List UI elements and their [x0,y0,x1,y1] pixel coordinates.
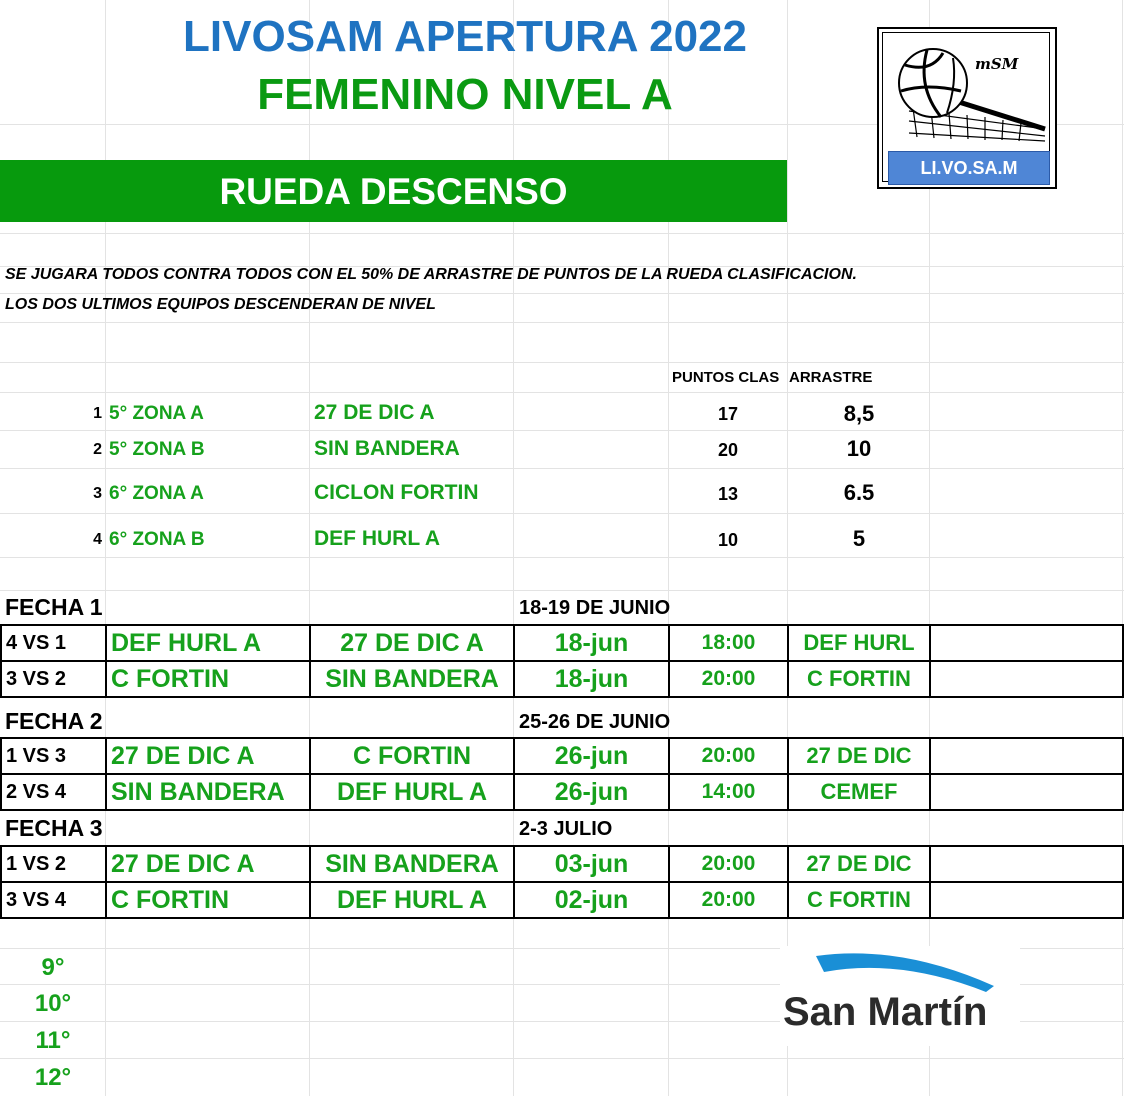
standings-carry: 5 [852,526,866,551]
page-title: LIVOSAM APERTURA 2022 [183,12,747,61]
table-row [1,774,1123,810]
match-time: 20:00 [669,846,788,882]
match-date: 03-jun [514,846,669,882]
gridline [0,513,1124,514]
gridline [0,392,1124,393]
section-banner-title: RUEDA DESCENSO [219,171,568,212]
standings-carry: 6.5 [843,480,875,505]
home-team: C FORTIN [106,661,310,697]
fecha-dates: 25-26 DE JUNIO [519,711,671,733]
standings-team: 27 DE DIC A [314,401,435,424]
standings-number: 3 [93,485,102,502]
home-team: 27 DE DIC A [106,738,310,774]
home-team: C FORTIN [106,882,310,918]
standings-zone: 6° ZONA A [109,483,204,504]
standings-zone: 5° ZONA A [109,403,204,424]
standings-points: 20 [717,440,739,460]
standings-carry: 8,5 [843,401,875,426]
match-time: 14:00 [669,774,788,810]
home-team: 27 DE DIC A [106,846,310,882]
fixture-table [0,737,1124,811]
sponsor-arc-icon [780,946,1020,996]
standings-points: 17 [717,404,739,424]
match-time: 20:00 [669,661,788,697]
fixture-table [0,624,1124,698]
match-pairing: 1 VS 3 [1,738,106,774]
gridline [0,1058,1124,1059]
gridline [0,590,1124,591]
fecha-dates: 18-19 DE JUNIO [519,597,671,619]
standings-points: 13 [717,484,739,504]
gridline [0,362,1124,363]
match-pairing: 1 VS 2 [1,846,106,882]
match-date: 02-jun [514,882,669,918]
match-time: 20:00 [669,882,788,918]
empty-cell [930,625,1123,661]
standings-number: 1 [93,405,102,422]
away-team: 27 DE DIC A [310,625,514,661]
gridline [1122,0,1123,1096]
logo-label: LI.VO.SA.M [888,151,1050,185]
fecha-dates: 2-3 JULIO [519,818,613,840]
empty-cell [930,774,1123,810]
rules-note: LOS DOS ULTIMOS EQUIPOS DESCENDERAN DE NIVEL [5,296,436,313]
home-team: SIN BANDERA [106,774,310,810]
gridline [0,293,1124,294]
livosam-logo [877,27,1057,189]
match-date: 26-jun [514,774,669,810]
standings-number: 4 [93,531,102,548]
match-venue: C FORTIN [788,661,930,697]
position-label: 9° [41,954,65,981]
volleyball-net-icon [883,33,1049,151]
match-venue: DEF HURL [788,625,930,661]
table-row [1,846,1123,882]
table-row [1,882,1123,918]
standings-team: DEF HURL A [314,527,440,550]
empty-cell [930,738,1123,774]
fecha-title: FECHA 2 [5,708,103,734]
match-venue: 27 DE DIC [788,846,930,882]
empty-cell [930,661,1123,697]
gridline [0,322,1124,323]
match-time: 18:00 [669,625,788,661]
match-pairing: 4 VS 1 [1,625,106,661]
position-label: 12° [34,1064,72,1091]
match-pairing: 3 VS 4 [1,882,106,918]
empty-cell [930,882,1123,918]
page-subtitle: FEMENINO NIVEL A [257,70,673,119]
standings-carry: 10 [846,436,872,461]
logo-mark: mSM [975,55,1019,73]
fixture-table [0,845,1124,919]
logo-frame [882,32,1050,182]
fecha-title: FECHA 1 [5,594,103,620]
match-date: 18-jun [514,661,669,697]
match-venue: CEMEF [788,774,930,810]
rules-note: SE JUGARA TODOS CONTRA TODOS CON EL 50% DE ARRASTRE DE PUNTOS DE LA RUEDA CLASIFICACION. [5,266,857,283]
gridline [0,430,1124,431]
table-row [1,625,1123,661]
standings-zone: 5° ZONA B [109,439,205,460]
carry-column-header: ARRASTRE [789,369,873,386]
position-label: 11° [35,1027,71,1054]
gridline [0,557,1124,558]
position-label: 10° [34,990,72,1017]
away-team: SIN BANDERA [310,846,514,882]
points-column-header: PUNTOS CLAS [672,369,780,386]
empty-cell [930,846,1123,882]
fecha-title: FECHA 3 [5,815,103,841]
standings-zone: 6° ZONA B [109,529,205,550]
gridline [0,233,1124,234]
match-pairing: 2 VS 4 [1,774,106,810]
table-row [1,738,1123,774]
match-venue: 27 DE DIC [788,738,930,774]
match-venue: C FORTIN [788,882,930,918]
standings-number: 2 [93,441,102,458]
gridline [0,468,1124,469]
sponsor-name: San Martín [783,990,988,1034]
match-time: 20:00 [669,738,788,774]
away-team: DEF HURL A [310,774,514,810]
away-team: DEF HURL A [310,882,514,918]
home-team: DEF HURL A [106,625,310,661]
standings-team: CICLON FORTIN [314,481,479,504]
table-row [1,661,1123,697]
match-pairing: 3 VS 2 [1,661,106,697]
standings-points: 10 [717,530,739,550]
standings-team: SIN BANDERA [314,437,460,460]
match-date: 18-jun [514,625,669,661]
away-team: C FORTIN [310,738,514,774]
match-date: 26-jun [514,738,669,774]
away-team: SIN BANDERA [310,661,514,697]
